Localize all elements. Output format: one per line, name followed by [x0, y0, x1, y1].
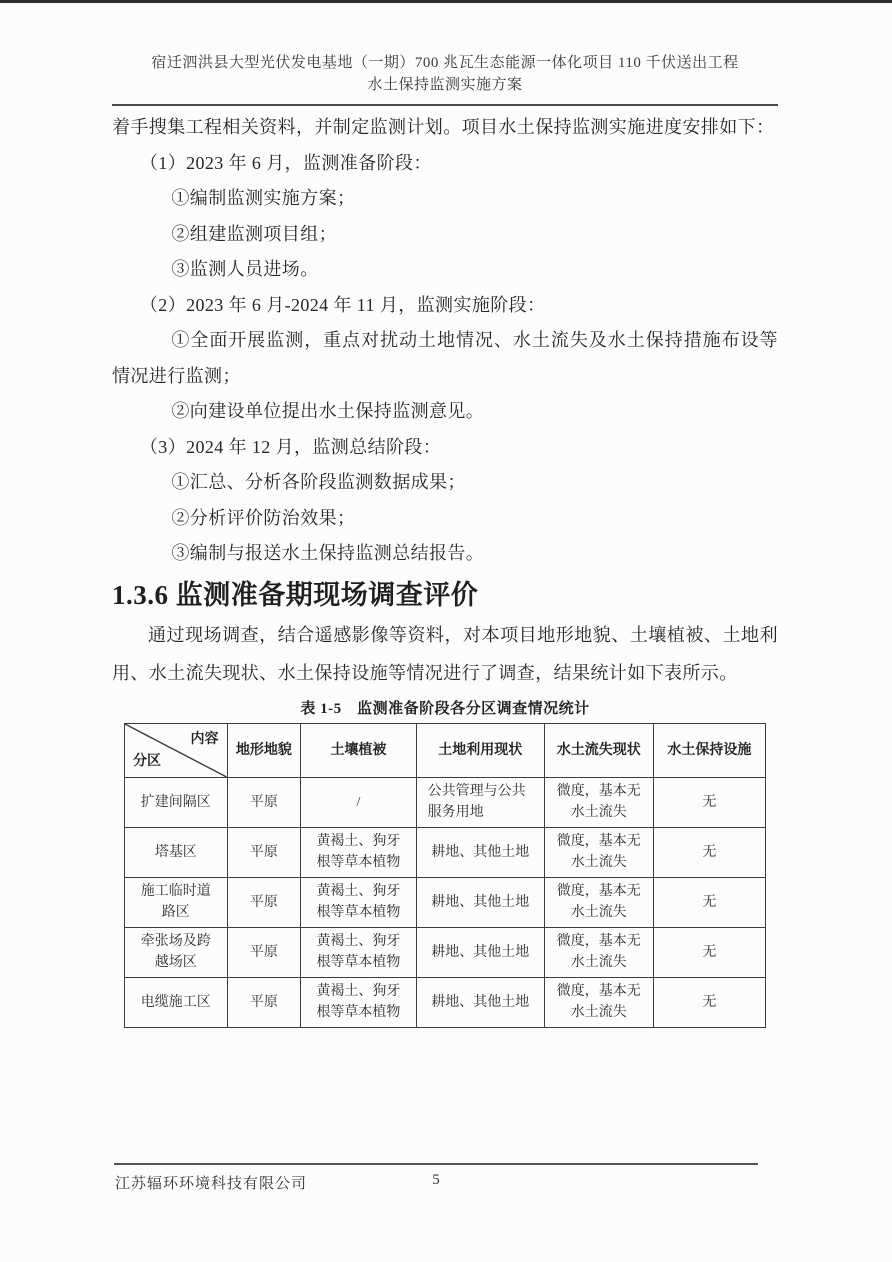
- cell-land-use: 耕地、其他土地: [416, 827, 544, 877]
- scan-edge-artifact: [0, 0, 892, 3]
- page-content: [112, 0, 778, 1028]
- schedule-item: ②组建监测项目组；: [171, 223, 337, 244]
- cell-land-use: 耕地、其他土地: [416, 877, 544, 927]
- cell-zone: 塔基区: [125, 827, 228, 877]
- schedule-item: ③监测人员进场。: [171, 259, 319, 279]
- corner-header-cell: [125, 723, 228, 777]
- cell-terrain: 平原: [227, 977, 301, 1027]
- schedule-stage-3: （3）2024 年 12 月，监测总结阶段：: [139, 436, 442, 457]
- cell-soil-vegetation: 黄褐土、狗牙根等草本植物: [301, 927, 416, 977]
- cell-soil-vegetation: 黄褐土、狗牙根等草本植物: [301, 827, 416, 877]
- cell-land-use: 耕地、其他土地: [416, 927, 544, 977]
- column-header-land-use: 土地利用现状: [416, 723, 544, 777]
- cell-facilities: 无: [653, 877, 765, 927]
- table-row: [125, 827, 766, 877]
- schedule-item: ①全面开展监测，重点对扰动土地情况、水土流失及水土保持措施布设等情况进行监测；: [112, 330, 778, 386]
- column-header-terrain: 地形地貌: [227, 723, 301, 777]
- schedule-stage-1: （1）2023 年 6 月，监测准备阶段：: [139, 152, 432, 173]
- cell-terrain: 平原: [227, 877, 301, 927]
- cell-terrain: 平原: [227, 777, 301, 827]
- schedule-item: ③编制与报送水土保持监测总结报告。: [171, 543, 485, 563]
- schedule-item: ①编制监测实施方案；: [171, 188, 356, 208]
- schedule-item: ①汇总、分析各阶段监测数据成果；: [171, 472, 466, 492]
- survey-table: [124, 723, 766, 1028]
- header-title-line1: 宿迁泗洪县大型光伏发电基地（一期）700 兆瓦生态能源一体化项目 110 千伏送出工程: [151, 55, 739, 71]
- corner-label-zone: 分区: [133, 753, 161, 769]
- cell-facilities: 无: [653, 977, 765, 1027]
- cell-soil-vegetation: 黄褐土、狗牙根等草本植物: [301, 877, 416, 927]
- page-footer: [114, 1163, 758, 1197]
- schedule-item: ②向建设单位提出水土保持监测意见。: [171, 401, 485, 421]
- column-header-facilities: 水土保持设施: [653, 723, 765, 777]
- column-header-soil-vegetation: 土壤植被: [301, 723, 416, 777]
- body-text-block: [112, 106, 778, 572]
- cell-land-use: 耕地、其他土地: [416, 977, 544, 1027]
- section-paragraph: 通过现场调查，结合遥感影像等资料，对本项目地形地貌、土壤植被、土地利用、水土流失现状、水土保持设施等情况进行了调查，结果统计如下表所示。: [112, 624, 778, 683]
- schedule-item: ②分析评价防治效果；: [171, 507, 356, 528]
- cell-soil-vegetation: 黄褐土、狗牙根等草本植物: [301, 977, 416, 1027]
- table-row: [125, 977, 766, 1027]
- cell-erosion: 微度，基本无水土流失: [544, 977, 653, 1027]
- header-title-line2: 水土保持监测实施方案: [367, 77, 523, 93]
- cell-erosion: 微度，基本无水土流失: [544, 927, 653, 977]
- table-row: [125, 877, 766, 927]
- cell-zone: 扩建间隔区: [125, 777, 228, 827]
- page-number: 5: [432, 1172, 440, 1188]
- cell-erosion: 微度，基本无水土流失: [544, 877, 653, 927]
- table-caption: 表 1-5 监测准备阶段各分区调查情况统计: [300, 700, 590, 717]
- cell-terrain: 平原: [227, 927, 301, 977]
- cell-zone: 电缆施工区: [125, 977, 228, 1027]
- column-header-erosion: 水土流失现状: [544, 723, 653, 777]
- table-row: [125, 927, 766, 977]
- schedule-stage-2: （2）2023 年 6 月-2024 年 11 月，监测实施阶段：: [139, 294, 546, 315]
- cell-erosion: 微度，基本无水土流失: [544, 827, 653, 877]
- cell-land-use: 公共管理与公共服务用地: [416, 777, 544, 827]
- table-header-row: [125, 723, 766, 777]
- cell-zone: 牵张场及跨越场区: [125, 927, 228, 977]
- cell-facilities: 无: [653, 927, 765, 977]
- section-heading-1-3-6: 1.3.6 监测准备期现场调查评价: [112, 579, 479, 610]
- cell-facilities: 无: [653, 827, 765, 877]
- table-row: [125, 777, 766, 827]
- cell-zone: 施工临时道路区: [125, 877, 228, 927]
- cell-facilities: 无: [653, 777, 765, 827]
- cell-terrain: 平原: [227, 827, 301, 877]
- intro-paragraph: 着手搜集工程相关资料，并制定监测计划。项目水土保持监测实施进度安排如下：: [112, 117, 775, 137]
- corner-label-content: 内容: [190, 731, 219, 747]
- cell-erosion: 微度，基本无水土流失: [544, 777, 653, 827]
- cell-soil-vegetation: /: [301, 777, 416, 827]
- footer-company-name: 江苏辐环环境科技有限公司: [115, 1176, 308, 1192]
- page-header: [112, 0, 778, 106]
